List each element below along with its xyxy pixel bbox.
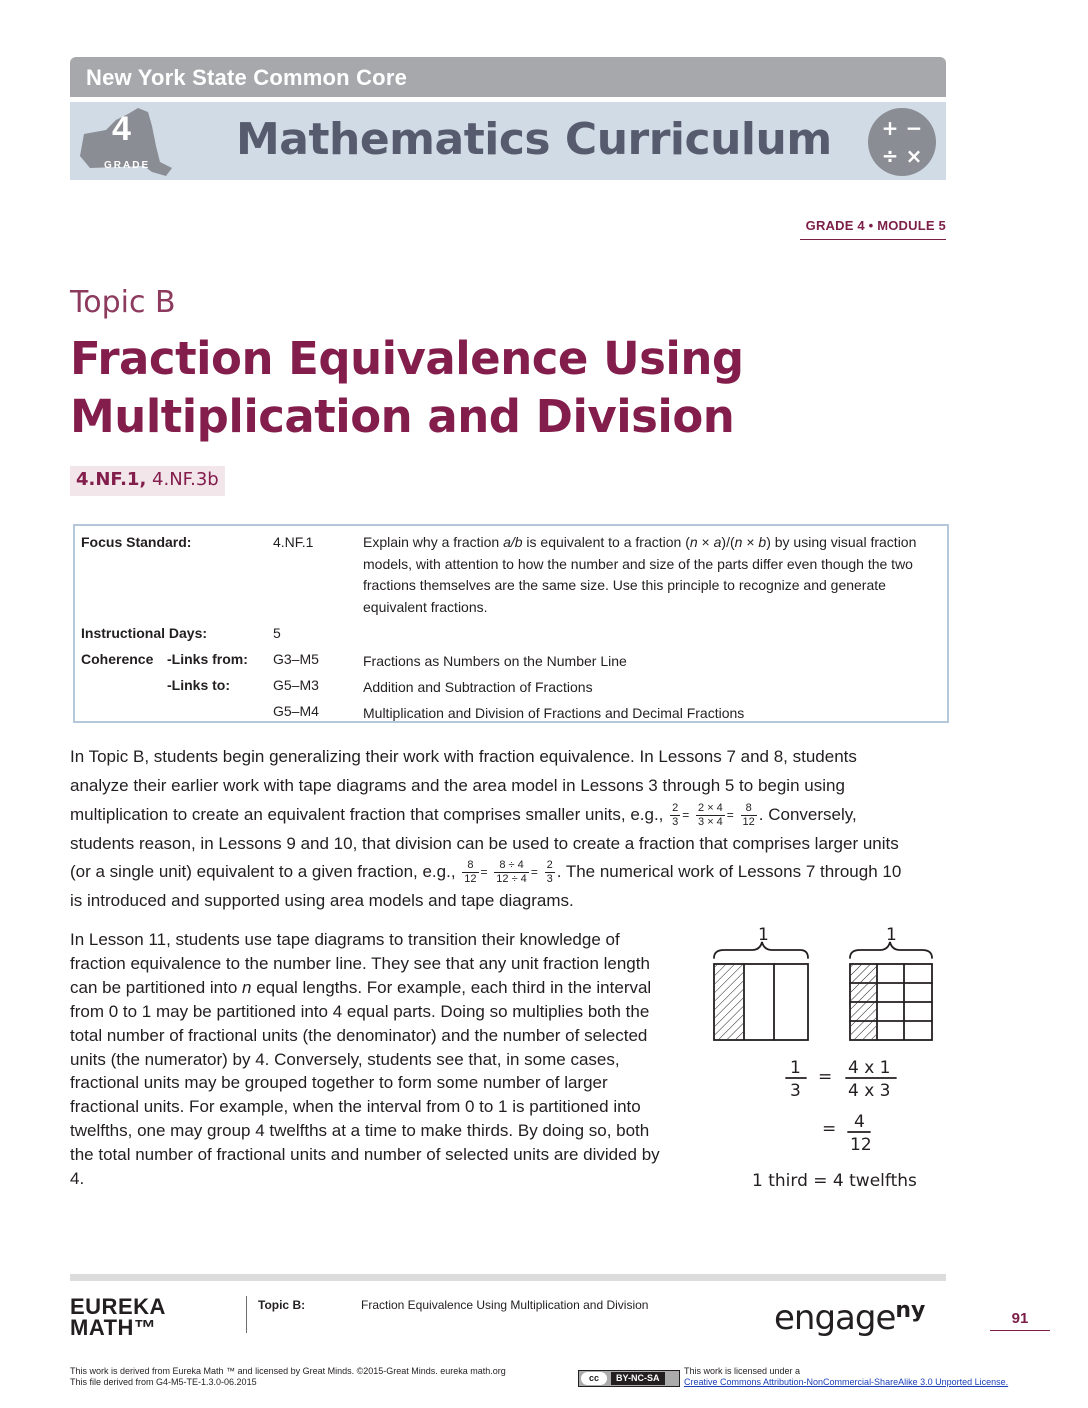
license-text: This work is licensed under a Creative Commons Attribution-NonCommercial-ShareAlike 3.0 Unported License.: [684, 1366, 1009, 1387]
footer-divider: [246, 1296, 247, 1333]
cc-license-badge[interactable]: [578, 1370, 680, 1387]
link-code: G5–M3: [273, 677, 319, 693]
ny-state-grade-icon: [76, 106, 176, 178]
fraction: $\frac{8}{12}$: [742, 801, 755, 828]
paragraph-line: multiplication to create an equivalent fraction that comprises smaller units, e.g., $\frac{2}{3}$ = $\frac{2 \times 4}{3 \times 4}$ = $\frac{8}{12}$ . Conversely,: [70, 801, 857, 828]
engageny-logo: engage$^{ny}$: [774, 1298, 926, 1338]
fraction: $\frac{8 \div 4}{12 \div 4}$: [496, 859, 527, 886]
sketch-eq-den: 12: [850, 1135, 872, 1155]
paragraph-2: In Lesson 11, students use tape diagrams to transition their knowledge of fraction equivalence to the number line. They see that any unit fraction length can be partitioned into n equal lengths. For example, each third in the interval from 0 to 1 may be partitioned into 4 equal parts. Doing so multiplies both the total number of fractional units (the denominator) and the number of selected units (the numerator) by 4. Conversely, students see that, in some cases, fractional units may be grouped together to form some number of larger fractional units. For example, when the interval from 0 to 1 is partitioned into twelfths, one may group 4 twelfths at a time to make thirds. By doing so, both the total number of fractional units and number of selected units are divided by 4.: [70, 930, 660, 1189]
focus-code: 4.NF.1: [273, 534, 314, 550]
credit-text: This work is derived from Eureka Math ™ and licensed by Great Minds. ©2015-Great Minds. eureka math.org This file derived from G4-M5-TE-1.3.0-06.2015: [70, 1366, 506, 1387]
topic-label: Topic B: [70, 285, 176, 320]
links-from-label: -Links from:: [167, 651, 248, 667]
footer-topic-title: Fraction Equivalence Using Multiplication and Division: [361, 1298, 649, 1312]
sketch-eq-den: 4 x 3: [848, 1081, 891, 1101]
cc-icon: cc: [581, 1372, 607, 1385]
topic-title: [70, 330, 930, 446]
paragraph-line: students reason, in Lessons 9 and 10, that division can be used to create a fraction that comprises larger units: [70, 833, 899, 853]
multiply-icon: ×: [905, 144, 923, 168]
page-number-rule: [990, 1330, 1050, 1331]
state-banner: [70, 57, 946, 97]
fraction: $\frac{2}{3}$: [546, 859, 553, 886]
plus-icon: +: [881, 116, 899, 140]
focus-standard-table: [73, 524, 949, 723]
link-text: Multiplication and Division of Fractions and Decimal Fractions: [363, 705, 745, 721]
module-tag: GRADE 4 • MODULE 5: [805, 218, 946, 233]
license-link[interactable]: Creative Commons Attribution-NonCommercial-ShareAlike 3.0 Unported License.: [684, 1376, 1009, 1387]
link-code: G3–M5: [273, 651, 319, 667]
tape-diagram-sketch: [700, 922, 950, 1202]
sketch-eq-num: 4: [854, 1112, 865, 1132]
sketch-eq-den: 3: [790, 1081, 801, 1101]
sketch-label-one: 1: [758, 925, 769, 945]
sketch-eq-num: 1: [790, 1058, 801, 1078]
sketch-eq-num: 4 x 1: [848, 1058, 891, 1078]
paragraph-line: In Topic B, students begin generalizing their work with fraction equivalence. In Lessons 7 and 8, students: [70, 747, 857, 766]
days-label: Instructional Days:: [81, 625, 208, 641]
paragraph-line: analyze their earlier work with tape diagrams and the area model in Lessons 3 through 5 to begin using: [70, 775, 845, 795]
link-code: G5–M4: [273, 703, 319, 719]
standard-primary: 4.NF.1,: [76, 469, 147, 490]
grade-number: 4: [112, 110, 131, 148]
coherence-label: Coherence: [81, 651, 154, 667]
eureka-math-logo: EUREKA MATH™: [70, 1294, 166, 1340]
standards-box: [70, 466, 225, 496]
shaded-twelfths: [851, 965, 876, 1039]
topic-title-line1: Fraction Equivalence Using: [70, 332, 744, 385]
math-operations-icon: [868, 108, 936, 176]
days-value: 5: [273, 625, 281, 641]
link-text: Fractions as Numbers on the Number Line: [363, 653, 627, 669]
divide-icon: ÷: [881, 144, 899, 168]
minus-icon: −: [905, 116, 923, 140]
page-number: 91: [1011, 1310, 1029, 1327]
topic-title-line2: Multiplication and Division: [70, 390, 735, 443]
focus-label: Focus Standard:: [81, 534, 192, 550]
fraction: $\frac{8}{12}$: [464, 859, 477, 886]
module-rule: [800, 239, 946, 240]
cc-badge-label: BY-NC-SA: [611, 1372, 665, 1385]
paragraph-line: is introduced and supported using area models and tape diagrams.: [70, 891, 574, 911]
sketch-label-one: 1: [886, 925, 897, 945]
sketch-caption: 1 third = 4 twelfths: [752, 1171, 917, 1191]
paragraph-line: (or a single unit) equivalent to a given fraction, e.g., $\frac{8}{12}$ = $\frac{8 \div 4}{12 \div 4}$ = $\frac{2}{3}$ . The numerical work of Lessons 7 through 10: [70, 859, 902, 886]
grade-word: GRADE: [104, 160, 151, 171]
footer-rule: [70, 1274, 946, 1281]
paragraph-1: [70, 743, 901, 916]
focus-text: Explain why a fraction a/b is equivalent to a fraction (n × a)/(n × b) by using visual fraction models, with attention to how the number and size of the parts differ even though the two fractions themselves are the same size. Use this principle to recognize and generate equivalent fractions.: [363, 534, 917, 615]
curriculum-banner: [70, 102, 946, 180]
standard-secondary: 4.NF.3b: [152, 469, 219, 490]
curriculum-title: Mathematics Curriculum: [236, 114, 832, 165]
state-line: New York State Common Core: [86, 65, 408, 90]
footer-topic-label: Topic B:: [258, 1298, 306, 1312]
link-text: Addition and Subtraction of Fractions: [363, 679, 593, 695]
sketch-eq-sign: =: [822, 1119, 837, 1139]
sketch-eq-sign: =: [818, 1067, 833, 1087]
fraction: $\frac{2}{3}$: [672, 801, 679, 828]
links-to-label: -Links to:: [167, 677, 230, 693]
fraction: $\frac{2 \times 4}{3 \times 4}$: [698, 801, 723, 828]
shaded-third: [715, 965, 743, 1039]
